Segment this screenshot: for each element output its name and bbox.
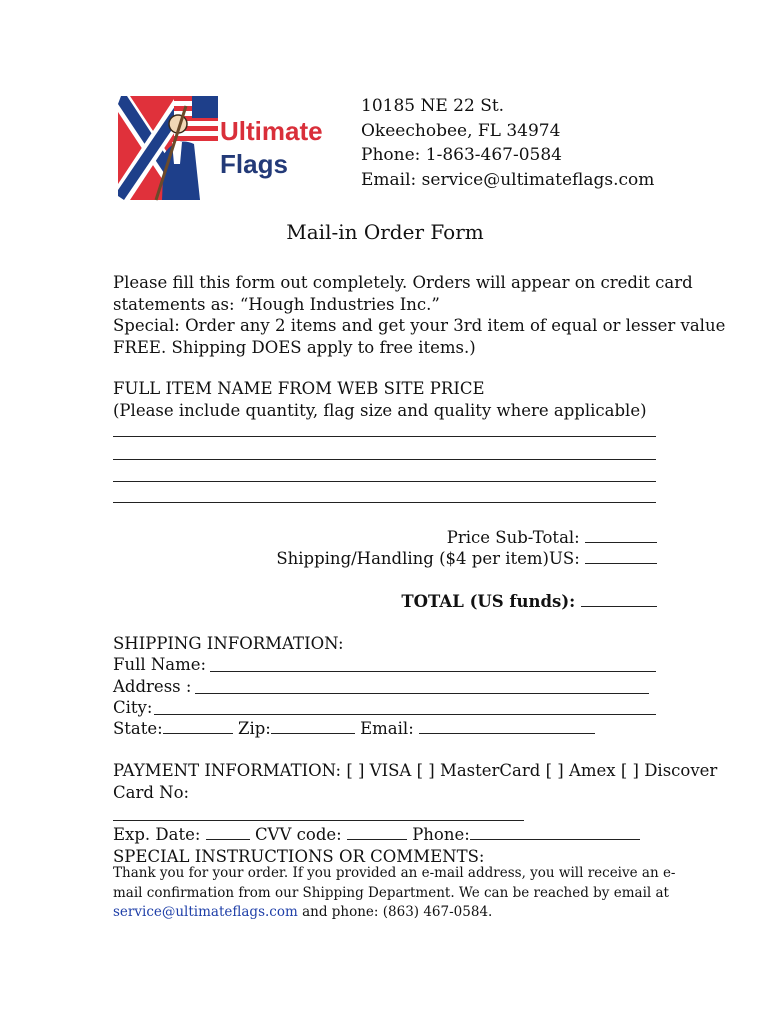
intro-line: Special: Order any 2 items and get your 3rd item of equal or lesser value	[113, 316, 726, 335]
shipping-row	[276, 548, 657, 570]
state-field[interactable]	[163, 719, 233, 734]
full-name-field[interactable]	[210, 654, 656, 672]
items-header-line1: FULL ITEM NAME FROM WEB SITE PRICE	[113, 379, 485, 398]
intro-text	[113, 272, 725, 358]
item-line[interactable]	[113, 459, 656, 460]
city-field[interactable]	[154, 697, 656, 715]
full-name-row	[113, 654, 656, 676]
city-row	[113, 697, 656, 719]
address-label: Address :	[113, 677, 192, 696]
address-city: Okeechobee, FL 34974	[361, 120, 561, 141]
email-label: Email:	[360, 719, 414, 738]
intro-line: Please fill this form out completely. Orders will appear on credit card	[113, 273, 693, 292]
card-label: Card No:	[113, 783, 190, 802]
shipping-heading: SHIPPING INFORMATION:	[113, 634, 344, 653]
address-row	[113, 676, 649, 698]
footer-line: mail confirmation from our Shipping Department. We can be reached by email at	[113, 884, 669, 901]
logo-line1: Ultimate	[220, 116, 323, 146]
cvv-field[interactable]	[347, 825, 407, 840]
footer-text	[113, 864, 676, 923]
card-number-field[interactable]	[113, 820, 524, 821]
full-name-label: Full Name:	[113, 655, 207, 674]
total-row	[401, 591, 657, 613]
page-title: Mail-in Order Form	[286, 220, 484, 244]
subtotal-row	[447, 527, 657, 549]
state-label: State:	[113, 719, 163, 738]
shipping-label: Shipping/Handling ($4 per item)US:	[276, 549, 580, 568]
exp-field[interactable]	[206, 825, 250, 840]
footer-line	[113, 903, 676, 923]
item-line[interactable]	[113, 436, 656, 437]
logo-line2: Flags	[220, 149, 288, 179]
special-heading: SPECIAL INSTRUCTIONS OR COMMENTS:	[113, 847, 485, 866]
footer-email-link[interactable]: service@ultimateflags.com	[113, 904, 298, 920]
address-email: Email: service@ultimateflags.com	[361, 169, 655, 190]
address-field[interactable]	[195, 676, 649, 694]
zip-label: Zip:	[237, 719, 271, 738]
ultimate-flags-logo	[116, 92, 328, 207]
address-phone: Phone: 1-863-467-0584	[361, 145, 562, 165]
email-field[interactable]	[419, 719, 595, 734]
exp-label: Exp. Date:	[113, 825, 201, 844]
phone-field[interactable]	[470, 825, 640, 840]
intro-line: statements as: “Hough Industries Inc.”	[113, 294, 440, 314]
exp-row	[113, 824, 640, 846]
total-field[interactable]	[581, 592, 657, 607]
footer-line: Thank you for your order. If you provided an e-mail address, you will receive an e-	[113, 865, 676, 881]
intro-line: FREE. Shipping DOES apply to free items.)	[113, 337, 476, 357]
payment-heading: PAYMENT INFORMATION: [ ] VISA [ ] MasterCard [ ] Amex [ ] Discover	[113, 761, 718, 780]
total-label: TOTAL (US funds):	[401, 592, 576, 611]
items-header-line2: (Please include quantity, flag size and quality where applicable)	[113, 400, 647, 420]
address-street: 10185 NE 22 St.	[361, 96, 505, 116]
item-line[interactable]	[113, 481, 656, 482]
item-line[interactable]	[113, 502, 656, 503]
items-header	[113, 378, 647, 421]
address-block	[361, 94, 654, 192]
cvv-label: CVV code:	[254, 825, 342, 844]
zip-field[interactable]	[271, 719, 355, 734]
subtotal-field[interactable]	[585, 528, 657, 543]
shipping-field[interactable]	[585, 549, 657, 564]
subtotal-label: Price Sub-Total:	[446, 528, 580, 547]
city-label: City:	[113, 698, 153, 717]
state-row	[113, 718, 595, 740]
phone-label: Phone:	[412, 825, 470, 844]
footer-line-rest: and phone: (863) 467-0584.	[297, 904, 493, 920]
